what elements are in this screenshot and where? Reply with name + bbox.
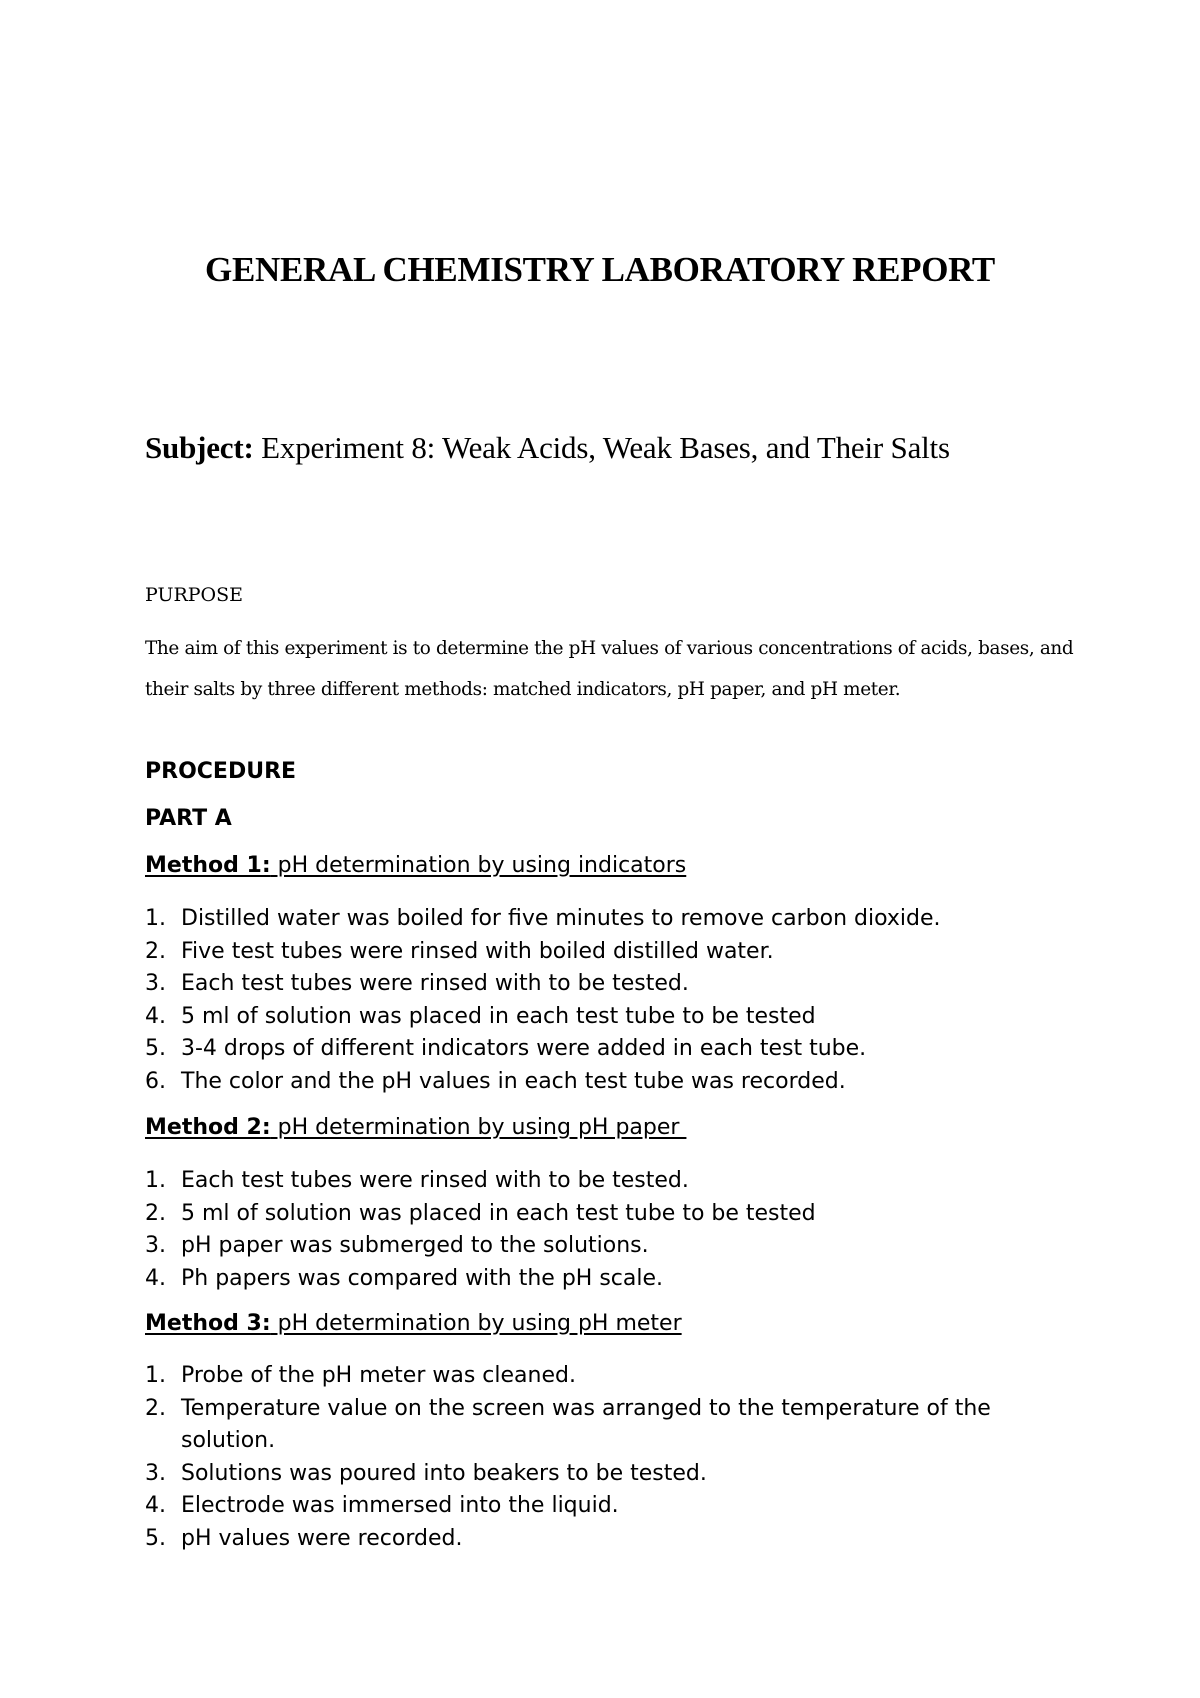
report-title: GENERAL CHEMISTRY LABORATORY REPORT [205, 250, 995, 289]
step-number: 3. [145, 971, 166, 996]
list-item [145, 1360, 1075, 1393]
list-item [145, 1230, 1075, 1263]
step-text: pH values were recorded. [181, 1525, 463, 1551]
method-1-heading [145, 851, 686, 881]
list-item [145, 1393, 1075, 1458]
step-number: 2. [145, 938, 166, 964]
step-number: 2. [145, 1200, 166, 1226]
method-2-title: pH determination by using pH paper [270, 1115, 687, 1140]
step-text: Solutions was poured into beakers to be tested. [181, 1460, 707, 1486]
step-number: 4. [145, 1493, 166, 1518]
list-item [145, 1458, 1075, 1491]
method-3-title: pH determination by using pH meter [270, 1311, 682, 1336]
subject-line [145, 428, 950, 468]
step-text: Distilled water was boiled for five minutes to remove carbon dioxide. [181, 906, 941, 931]
step-text: pH paper was submerged to the solutions. [181, 1233, 649, 1258]
list-item [145, 1263, 1075, 1296]
part-a-heading: PART A [145, 806, 232, 831]
step-text: 3-4 drops of different indicators were added in each test tube. [181, 1036, 867, 1061]
list-item [145, 1523, 1075, 1556]
step-number: 4. [145, 1003, 166, 1029]
step-number: 1. [145, 1363, 166, 1388]
step-number: 1. [145, 1168, 166, 1193]
step-text: Temperature value on the screen was arranged to the temperature of the solution. [181, 1395, 991, 1453]
step-number: 2. [145, 1395, 166, 1421]
step-text: Five test tubes were rinsed with boiled distilled water. [181, 938, 774, 964]
procedure-heading: PROCEDURE [145, 759, 297, 784]
method-1-steps [145, 903, 1075, 1098]
method-1-label: Method 1: [145, 853, 271, 878]
subject-value: Experiment 8: Weak Acids, Weak Bases, and Their Salts [253, 430, 950, 465]
step-text: Ph papers was compared with the pH scale. [181, 1265, 664, 1291]
step-text: Probe of the pH meter was cleaned. [181, 1363, 576, 1388]
purpose-heading: PURPOSE [145, 584, 244, 606]
step-number: 3. [145, 1233, 166, 1258]
step-number: 5. [145, 1036, 166, 1061]
method-2-heading [145, 1113, 686, 1143]
list-item [145, 1033, 1075, 1066]
step-number: 1. [145, 906, 166, 931]
step-number: 5. [145, 1525, 166, 1551]
list-item [145, 968, 1075, 1001]
list-item [145, 903, 1075, 936]
list-item [145, 1165, 1075, 1198]
subject-label: Subject: [145, 430, 254, 465]
list-item [145, 1066, 1075, 1099]
method-2-steps [145, 1165, 1075, 1295]
list-item [145, 1001, 1075, 1034]
step-text: Each test tubes were rinsed with to be tested. [181, 1168, 689, 1193]
step-text: Each test tubes were rinsed with to be tested. [181, 971, 689, 996]
method-3-steps [145, 1360, 1075, 1555]
list-item [145, 936, 1075, 969]
step-number: 6. [145, 1068, 166, 1094]
method-3-label: Method 3: [145, 1311, 271, 1336]
method-1-title: pH determination by using indicators [270, 853, 687, 878]
method-2-label: Method 2: [145, 1115, 271, 1140]
step-text: Electrode was immersed into the liquid. [181, 1493, 619, 1518]
step-number: 4. [145, 1265, 166, 1291]
step-text: 5 ml of solution was placed in each test tube to be tested [181, 1003, 816, 1029]
purpose-text: The aim of this experiment is to determine the pH values of various concentrations of acids, bases, and their salts by three different methods: matched indicators, pH paper, and pH meter. [145, 638, 1074, 700]
step-text: The color and the pH values in each test tube was recorded. [181, 1068, 846, 1094]
step-number: 3. [145, 1460, 166, 1486]
method-3-heading [145, 1309, 682, 1339]
list-item [145, 1490, 1075, 1523]
list-item [145, 1198, 1075, 1231]
step-text: 5 ml of solution was placed in each test tube to be tested [181, 1200, 816, 1226]
